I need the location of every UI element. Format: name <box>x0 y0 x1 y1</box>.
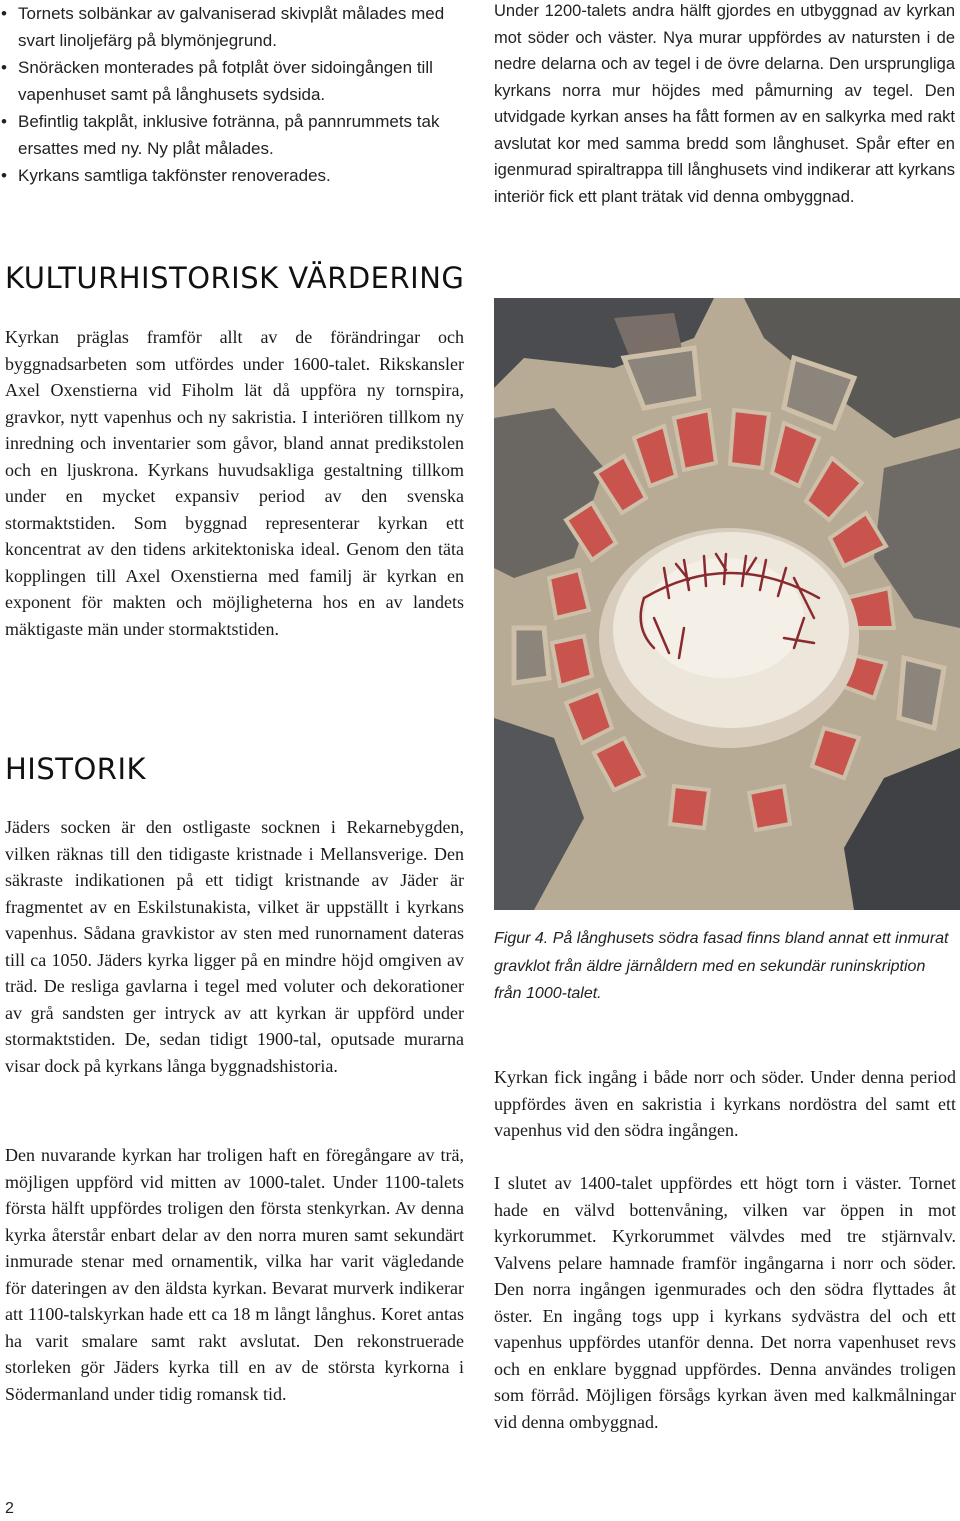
bullet-item: • Snöräcken monterades på fotplåt över sidoingången till vapenhuset samt på långhusets sydsida. <box>0 54 460 108</box>
historik-heading: HISTORIK <box>5 752 147 786</box>
historik-paragraph-1: Jäders socken är den ostligaste socknen i Rekarnebygden, vilken räknas till den tidigaste kristnade i Mellansverige. Den säkraste indikationen på ett tidigt kristnande av Jäder är fragmentet av en Eskilstunakista, vilket är uppställt i kyrkans vapenhus. Sådana gravkistor av sten med runornament dateras till ca 1050. Jäders kyrka ligger på en mindre höjd omgiven av träd. De resliga gavlarna i tegel med voluter och dekorationer av grå sandsten ger intryck av att kyrkan är uppförd under stormaktstiden. De, sedan tidigt 1900-tal, oputsade murarna visar dock på kyrkans långa byggnadshistoria. <box>5 817 464 1076</box>
bullet-item: • Befintlig takplåt, inklusive fotränna, på pannrummets tak ersattes med ny. Ny plåt målades. <box>0 108 460 162</box>
kulturhistorisk-heading: KULTURHISTORISK VÄRDERING <box>5 261 465 295</box>
right-middle-paragraph: Kyrkan fick ingång i både norr och söder. Under denna period uppfördes även en sakristia i kyrkans nordöstra del samt ett vapenhus vid den södra ingången. <box>494 1067 956 1140</box>
figure-caption: Figur 4. På långhusets södra fasad finns bland annat ett inmurat gravklot från äldre järnåldern med en sekundär runinskription från 1000-talet. <box>494 930 949 1002</box>
bullet-list <box>0 0 460 189</box>
bullet-item: • Tornets solbänkar av galvaniserad skivplåt målades med svart linoljefärg på blymönjegrund. <box>0 0 460 54</box>
kulturhistorisk-paragraph: Kyrkan präglas framför allt av de förändringar och byggnadsarbeten som utfördes under 1600-talet. Rikskansler Axel Oxenstierna vid Fiholm lät då uppföra ny tornspira, gravkor, nytt vapenhus och ny sakristia. I interiören tillkom ny inredning och inventarier som gåvor, bland annat predikstolen och en ljuskrona. Kyrkans huvudsakliga gestaltning tillkom under en mycket expansiv period av den svenska stormaktstiden. Som byggnad representerar kyrkan ett koncentrat av den tidens arkitektoniska ideal. Genom den täta kopplingen till Axel Oxenstierna med familj är kyrkan en exponent för makten och möjligheterna hos en av landets mäktigaste män under stormaktstiden. <box>5 327 464 639</box>
historik-paragraph-2: Den nuvarande kyrkan har troligen haft en föregångare av trä, möjligen uppförd vid mitten av 1000-talet. Under 1100-talets första hälft uppfördes troligen den första stenkyrkan. Av denna kyrka återstår enbart delar av den norra muren samt sekundärt inmurade stenar med ornamentik, vilka har varit vägledande för dateringen av den äldsta kyrkan. Bevarat murverk indikerar att 1100-talskyrkan hade ett ca 18 m långt långhus. Koret antas ha varit smalare samt rakt avslutat. Den rekonstruerade storleken gör Jäders kyrka till en av de största kyrkorna i Södermanland under tidig romansk tid. <box>5 1145 464 1404</box>
rune-stone-photo <box>494 298 960 910</box>
right-bottom-paragraph: I slutet av 1400-talet uppfördes ett högt torn i väster. Tornet hade en välvd bottenvåning, vilken var öppen in mot kyrkorummet. Kyrkorummet välvdes med tre stjärnvalv. Valvens pelare hamnade framför ingångarna i norr och söder. Den norra ingången igenmurades och den södra flyttades åt öster. En ingång togs upp i kyrkans sydvästra del och ett vapenhus uppfördes utanför denna. Det norra vapenhuset revs och en enklare byggnad uppfördes. Denna användes troligen som förråd. Möjligen försågs kyrkan även med kalkmålningar vid denna ombyggnad. <box>494 1173 956 1432</box>
bullet-item: • Kyrkans samtliga takfönster renoverades. <box>0 162 460 189</box>
right-top-paragraph: Under 1200-talets andra hälft gjordes en utbyggnad av kyrkan mot söder och väster. Nya murar uppfördes av natursten i de nedre delarna och av tegel i de övre delarna. Den ursprungliga kyrkans norra mur höjdes med påmurning av tegel. Den utvidgade kyrkan anses ha fått formen av en salkyrka med rakt avslutat kor med samma bredd som långhuset. Spår efter en igenmurad spiraltrappa till långhusets vind indikerar att kyrkans interiör fick ett plant trätak vid denna ombyggnad. <box>494 2 955 206</box>
page-number: 2 <box>5 1500 14 1517</box>
rune-stone-image <box>494 298 960 910</box>
